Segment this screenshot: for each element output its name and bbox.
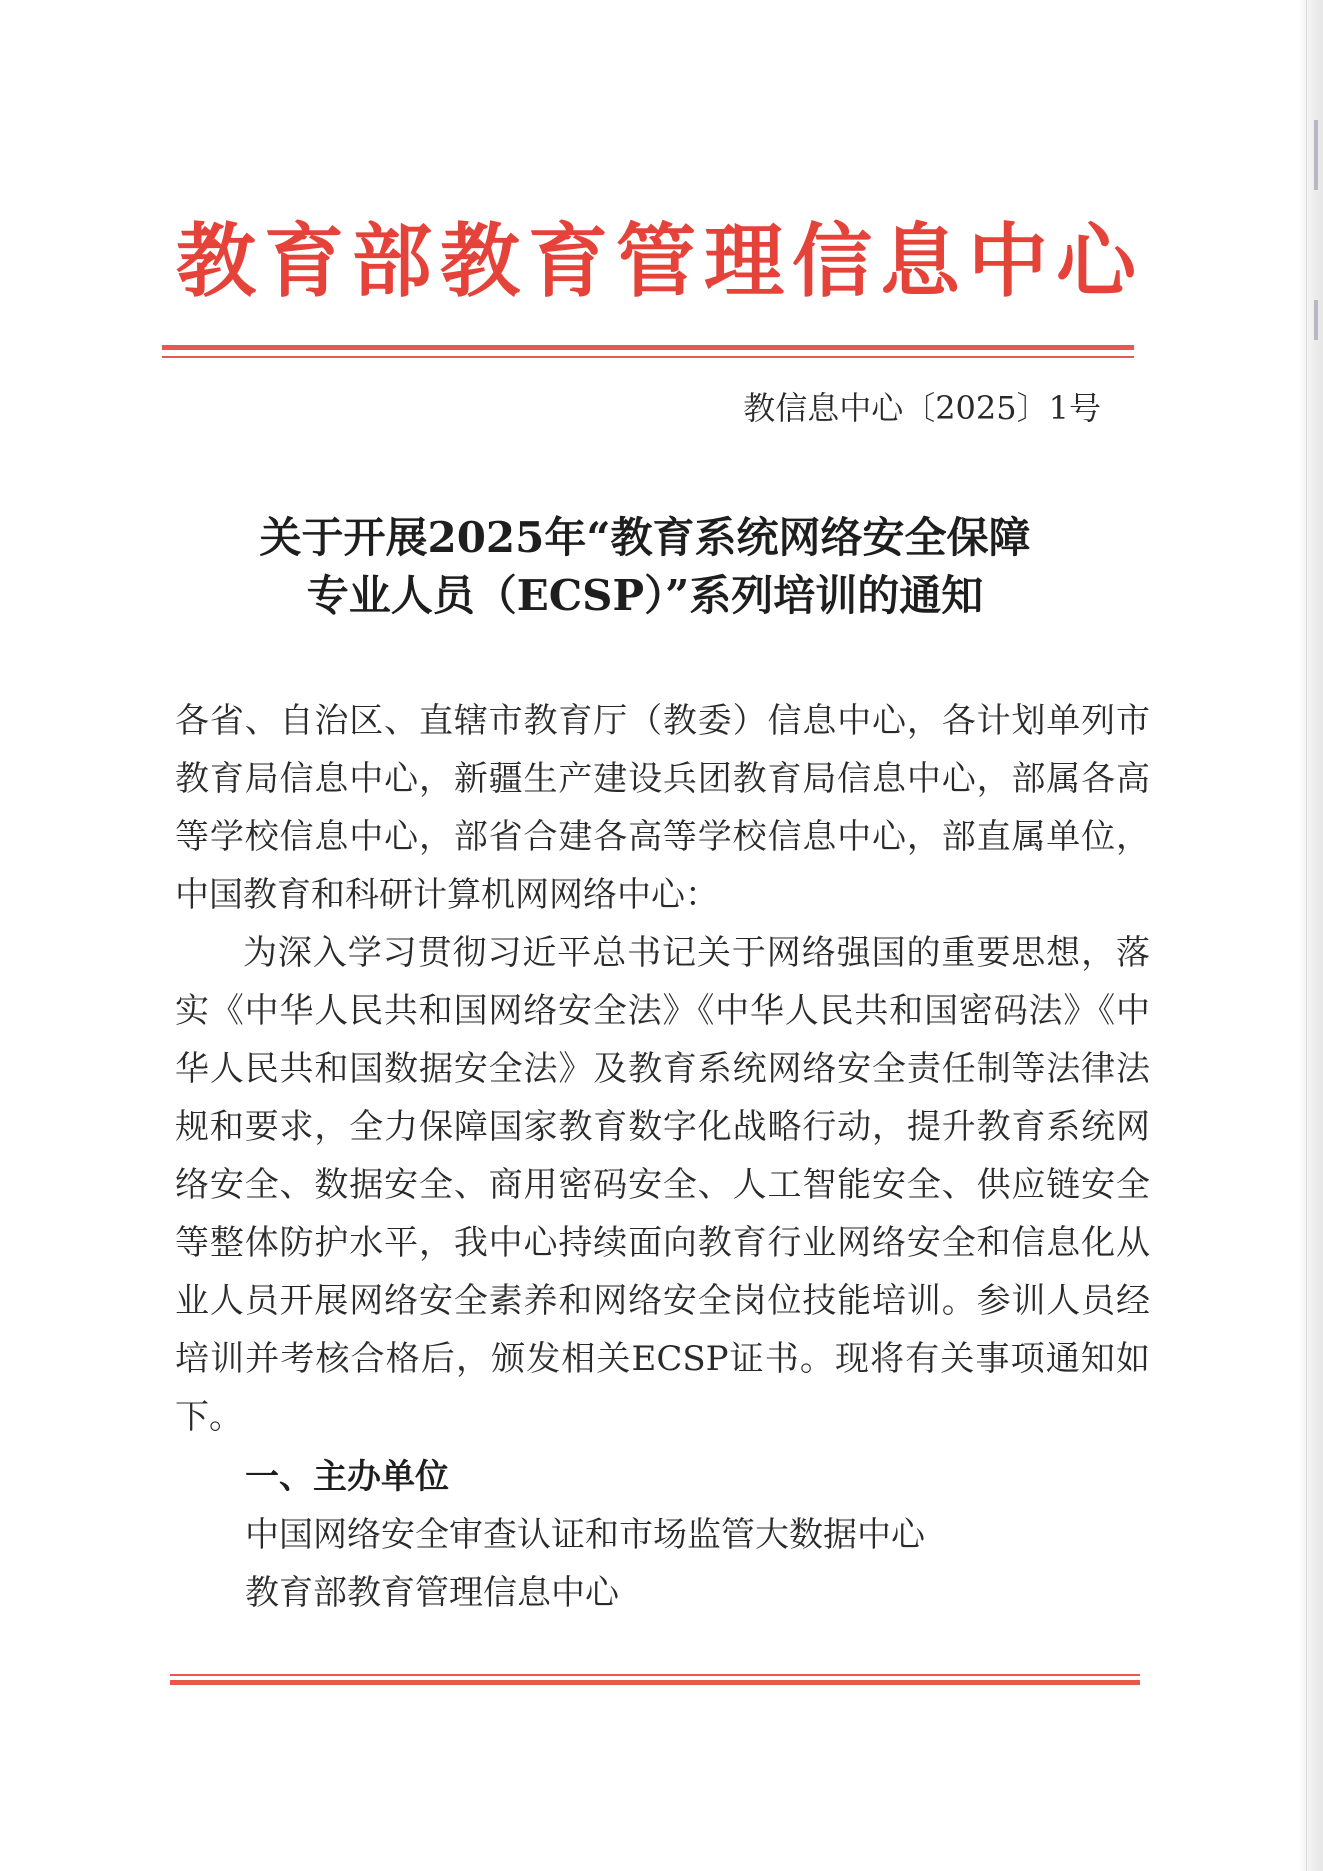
- document-number: 教信息中心〔2025〕1号: [743, 389, 1101, 427]
- footer-rule-thin: [170, 1674, 1140, 1676]
- organizer-item: 教育部教育管理信息中心: [245, 1573, 619, 1613]
- section-heading-organizers: 一、主办单位: [245, 1457, 449, 1497]
- body-paragraph: 为深入学习贯彻习近平总书记关于网络强国的重要思想，落实《中华人民共和国网络安全法》《中华人民共和国密码法》《中华人民共和国数据安全法》及教育系统网络安全责任制等法律法规和要求，全力保障国家教育数字化战略行动，提升教育系统网络安全、数据安全、商用密码安全、人工智能安全、供应链安全等整体防护水平，我中心持续面向教育行业网络安全和信息化从业人员开展网络安全素养和网络安全岗位技能培训。参训人员经培训并考核合格后，颁发相关ECSP证书。现将有关事项通知如下。: [175, 933, 1150, 1437]
- edge-scan-mark: [1314, 120, 1318, 190]
- masthead-rule-thin: [162, 356, 1134, 358]
- edge-scan-mark: [1314, 300, 1318, 340]
- page-edge-line: [1306, 0, 1307, 1871]
- masthead-rule-thick: [162, 345, 1134, 350]
- masthead-title: 教育部教育管理信息中心: [176, 215, 1144, 308]
- page-edge-shadow: [1298, 0, 1323, 1871]
- notice-title-line-1: 关于开展2025年“教育系统网络安全保障: [259, 513, 1031, 562]
- notice-title-line-2: 专业人员（ECSP）”系列培训的通知: [306, 571, 984, 620]
- organizer-item: 中国网络安全审查认证和市场监管大数据中心: [245, 1515, 925, 1555]
- footer-rule-thick: [170, 1680, 1140, 1685]
- addressees: 各省、自治区、直辖市教育厅（教委）信息中心，各计划单列市教育局信息中心，新疆生产建设兵团教育局信息中心，部属各高等学校信息中心，部省合建各高等学校信息中心，部直属单位，中国教育和科研计算机网网络中心：: [175, 701, 1150, 915]
